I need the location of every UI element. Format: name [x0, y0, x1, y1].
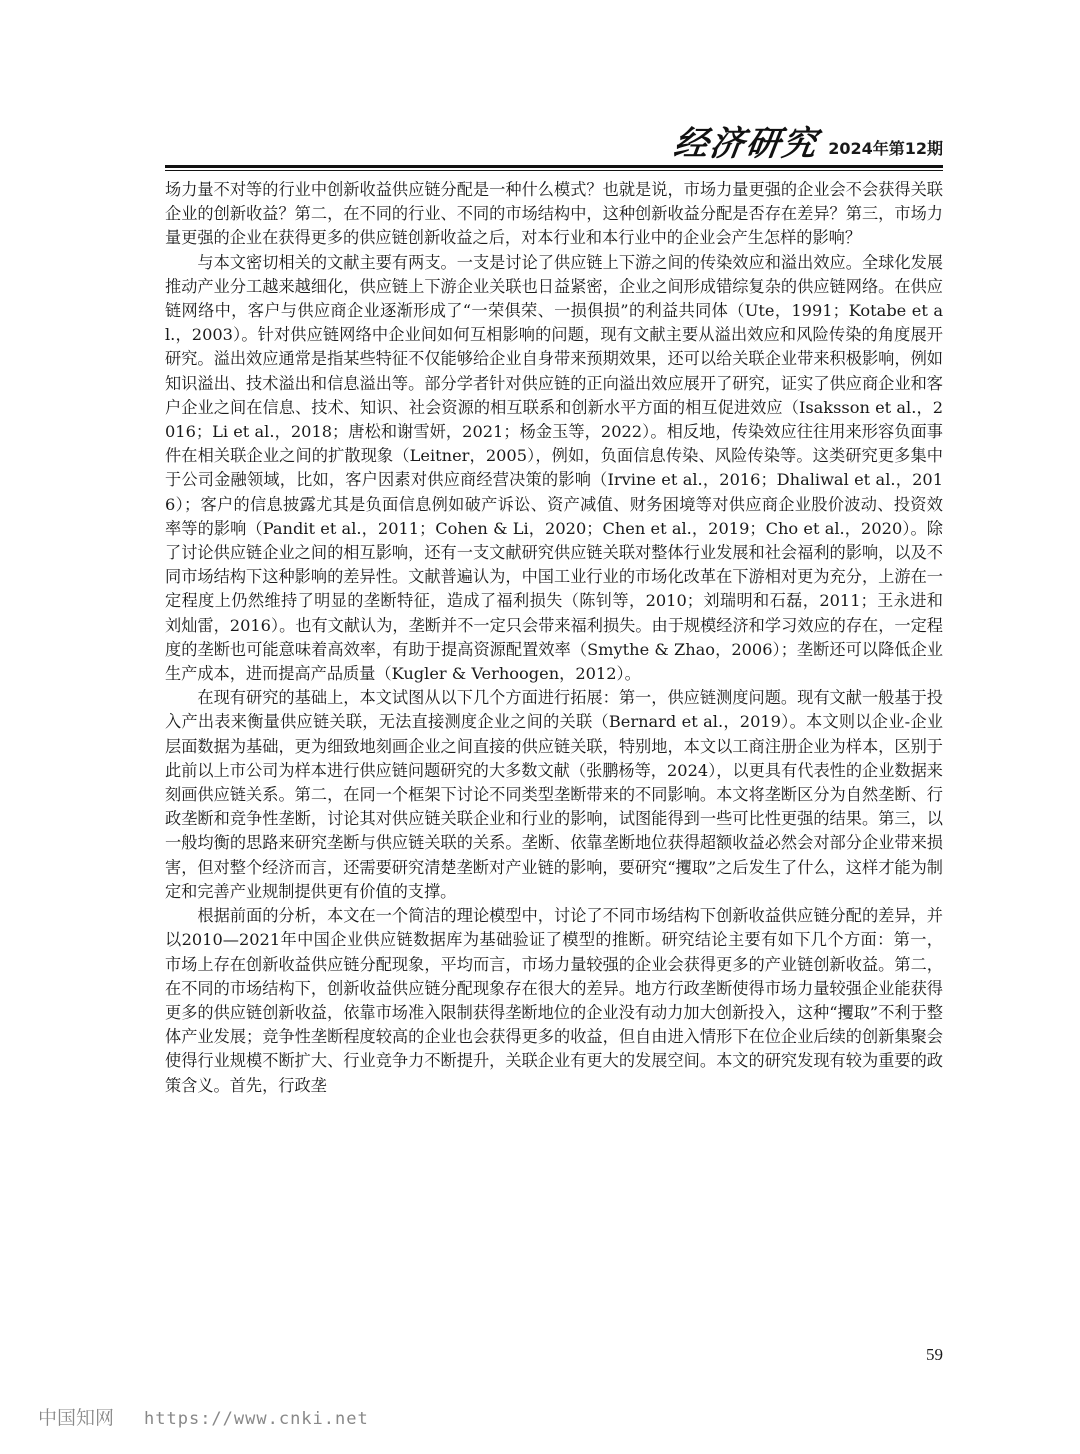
footer-site-name: 中国知网: [38, 1407, 115, 1429]
body-text: [165, 178, 943, 1098]
issue-label: 2024年第12期: [828, 139, 943, 158]
header-rule: [165, 165, 943, 168]
page-number: 59: [926, 1345, 943, 1364]
journal-logo: 经济研究: [671, 124, 821, 164]
running-header: [671, 124, 943, 164]
footer-url: https://www.cnki.net: [144, 1409, 369, 1429]
paragraph-2: 与本文密切相关的文献主要有两支。一支是讨论了供应链上下游之间的传染效应和溢出效应。全球化发展推动产业分工越来越细化，供应链上下游企业关联也日益紧密，企业之间形成错综复杂的供应链网络。在供应链网络中，客户与供应商企业逐渐形成了“一荣俱荣、一损俱损”的利益共同体（Ute，1991；Kotabe et al.，2003）。针对供应链网络中企业间如何互相影响的问题，现有文献主要从溢出效应和风险传染的角度展开研究。溢出效应通常是指某些特征不仅能够给企业自身带来预期效果，还可以给关联企业带来积极影响，例如知识溢出、技术溢出和信息溢出等。部分学者针对供应链的正向溢出效应展开了研究，证实了供应商企业和客户企业之间在信息、技术、知识、社会资源的相互联系和创新水平方面的相互促进效应（Isaksson et al.，2016；Li et al.，2018；唐松和谢雪妍，2021；杨金玉等，2022）。相反地，传染效应往往用来形容负面事件在相关联企业之间的扩散现象（Leitner，2005），例如，负面信息传染、风险传染等。这类研究更多集中于公司金融领域，比如，客户因素对供应商经营决策的影响（Irvine et al.，2016；Dhaliwal et al.，2016）；客户的信息披露尤其是负面信息例如破产诉讼、资产减值、财务困境等对供应商企业股价波动、投资效率等的影响（Pandit et al.，2011；Cohen & Li，2020；Chen et al.，2019；Cho et al.，2020）。除了讨论供应链企业之间的相互影响，还有一支文献研究供应链关联对整体行业发展和社会福利的影响，以及不同市场结构下这种影响的差异性。文献普遍认为，中国工业行业的市场化改革在下游相对更为充分，上游在一定程度上仍然维持了明显的垄断特征，造成了福利损失（陈钊等，2010；刘瑞明和石磊，2011；王永进和刘灿雷，2016）。也有文献认为，垄断并不一定只会带来福利损失。由于规模经济和学习效应的存在，一定程度的垄断也可能意味着高效率，有助于提高资源配置效率（Smythe & Zhao，2006）；垄断还可以降低企业生产成本，进而提高产品质量（Kugler & Verhoogen，2012）。: [165, 252, 943, 684]
paragraph-4: 根据前面的分析，本文在一个简洁的理论模型中，讨论了不同市场结构下创新收益供应链分配的差异，并以2010—2021年中国企业供应链数据库为基础验证了模型的推断。研究结论主要有如下几个方面：第一，市场上存在创新收益供应链分配现象，平均而言，市场力量较强的企业会获得更多的产业链创新收益。第二，在不同的市场结构下，创新收益供应链分配现象存在很大的差异。地方行政垄断使得市场力量较强企业能获得更多的供应链创新收益，依靠市场准入限制获得垄断地位的企业没有动力加大创新投入，这种“攫取”不利于整体产业发展；竞争性垄断程度较高的企业也会获得更多的收益，但自由进入情形下在位企业后续的创新集聚会使得行业规模不断扩大、行业竞争力不断提升，关联企业有更大的发展空间。本文的研究发现有较为重要的政策含义。首先，行政垄: [165, 906, 943, 1095]
watermark-footer: [38, 1403, 369, 1430]
paragraph-1: 场力量不对等的行业中创新收益供应链分配是一种什么模式？也就是说，市场力量更强的企业会不会获得关联企业的创新收益？第二，在不同的行业、不同的市场结构中，这种创新收益分配是否存在差异？第三，市场力量更强的企业在获得更多的供应链创新收益之后，对本行业和本行业中的企业会产生怎样的影响？: [165, 180, 943, 248]
header-rule-thin: [165, 170, 943, 171]
paragraph-3: 在现有研究的基础上，本文试图从以下几个方面进行拓展：第一，供应链测度问题。现有文献一般基于投入产出表来衡量供应链关联，无法直接测度企业之间的关联（Bernard et al.，2019）。本文则以企业-企业层面数据为基础，更为细致地刻画企业之间直接的供应链关联，特别地，本文以工商注册企业为样本，区别于此前以上市公司为样本进行供应链问题研究的大多数文献（张鹏杨等，2024），以更具有代表性的企业数据来刻画供应链关系。第二，在同一个框架下讨论不同类型垄断带来的不同影响。本文将垄断区分为自然垄断、行政垄断和竞争性垄断，讨论其对供应链关联企业和行业的影响，试图能得到一些可比性更强的结果。第三，以一般均衡的思路来研究垄断与供应链关联的关系。垄断、依靠垄断地位获得超额收益必然会对部分企业带来损害，但对整个经济而言，还需要研究清楚垄断对产业链的影响，要研究“攫取”之后发生了什么，这样才能为制定和完善产业规制提供更有价值的支撑。: [165, 688, 943, 901]
